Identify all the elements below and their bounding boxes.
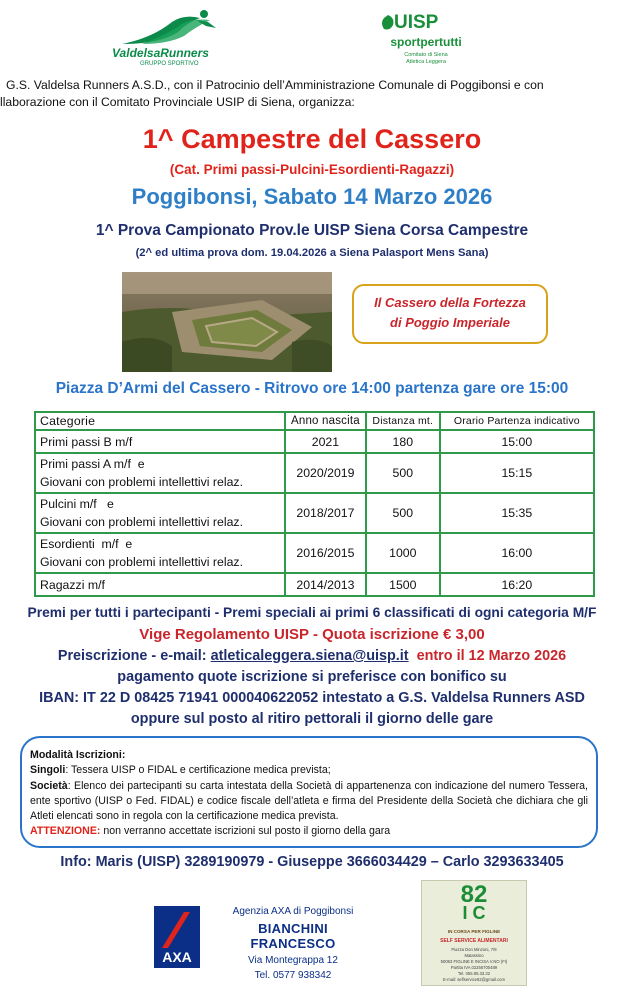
row-time: 16:20 [440,573,594,596]
row-distance: 500 [366,453,440,493]
axa-agency-info [218,906,368,981]
row-distance: 1500 [366,573,440,596]
row-distance: 180 [366,430,440,453]
uisp-logo [378,12,474,74]
valdelsa-logo-text: ValdelsaRunners [112,46,209,60]
attention-paragraph [30,824,588,839]
table-row [35,493,594,533]
payment-line: pagamento quote iscrizione si preferisce con bonifico su [117,669,507,685]
row-category [35,573,285,596]
store-letters: I C [462,903,486,923]
callout-line-2: di Poggio Imperiale [390,315,510,330]
row-category [35,453,285,493]
row-year: 2018/2017 [285,493,366,533]
category-label: Primi passi A m/f e [40,457,145,471]
uisp-logo-name: UISP [394,12,439,33]
row-distance: 500 [366,493,440,533]
second-race-line: (2^ ed ultima prova dom. 19.04.2026 a Siena Palasport Mens Sana) [135,247,489,259]
cassero-photo [122,272,332,372]
axa-agency: Agenzia AXA di Poggibonsi [232,906,354,917]
uisp-small-2: Atletica Leggera [406,59,446,65]
event-title: 1^ Campestre del Cassero [142,124,482,154]
header-distanza: Distanza mt. [366,412,440,430]
category-label: Primi passi B m/f [40,434,133,449]
store-tagline: IN CORSA PER FIGLINE [447,929,501,934]
callout-line-1: Il Cassero della Fortezza [374,295,526,310]
row-category [35,533,285,573]
runner-icon [112,8,224,48]
schedule-table [34,411,595,597]
row-time: 15:00 [440,430,594,453]
championship-line: 1^ Prova Campionato Prov.le UISP Siena Corsa Campestre [95,222,529,239]
alternative-payment-line: oppure sul posto al ritiro pettorali il giorno delle gare [130,711,494,727]
uisp-small-1: Comitato di Siena [404,52,448,58]
row-time: 15:15 [440,453,594,493]
row-time: 15:35 [440,493,594,533]
store-addr-6: E-mail: selfservice82@gmail.com [443,977,505,982]
axa-brand-text: AXA [162,949,192,965]
fortress-aerial-image [122,272,332,372]
table-header-row [35,412,594,430]
singoli-paragraph [30,763,588,778]
venue-line: Piazza D’Armi del Cassero - Ritrovo ore 14:00 partenza gare ore 15:00 [55,380,569,397]
registration-email-link[interactable]: atleticaleggera.siena@uisp.it [210,648,409,664]
singoli-label: Singoli [30,764,66,777]
header-categorie: Categorie [35,412,285,430]
store-addr-2: Matassino [464,953,484,958]
table-row [35,533,594,573]
attention-label: ATTENZIONE: [30,825,101,838]
category-note: Giovani con problemi intellettivi relaz. [40,555,243,569]
axa-slash-icon [154,906,200,968]
intro-text [0,77,624,111]
axa-phone: Tel. 0577 938342 [254,970,332,981]
valdelsa-logo-sub: GRUPPO SPORTIVO [140,61,199,67]
table-row [35,573,594,596]
uisp-logo-small [378,52,474,66]
info-contacts: Info: Maris (UISP) 3289190979 - Giuseppe 3666034429 – Carlo 3293633405 [60,854,564,870]
store-type: SELF SERVICE ALIMENTARI [440,938,508,944]
row-time: 16:00 [440,533,594,573]
header-orario: Orario Partenza indicativo [440,412,594,430]
societa-label: Società [30,779,68,792]
row-distance: 1000 [366,533,440,573]
store-addr-1: Piazza Don Minzoni, 7/8 [451,947,497,952]
row-year: 2021 [285,430,366,453]
preregistration-line [0,648,624,664]
store-number: 82 [460,881,488,908]
preregistration-prefix: Preiscrizione - e-mail: [57,648,211,664]
intro-line-1: G.S. Valdelsa Runners A.S.D., con il Patrocinio dell’Amministrazione Comunale di Poggibonsi e con [6,78,544,92]
event-categories: (Cat. Primi passi-Pulcini-Esordienti-Ragazzi) [169,162,455,177]
category-label: Pulcini m/f e [40,497,114,511]
store-addr-4: Partita IVA 02256700489 [450,965,498,970]
societa-text: : Elenco dei partecipanti su carta intestata della Società di appartenenza con indicazione del numero Tessera, ente sportivo (UISP o Fed. FIDAL) e codice fiscale dell’atleta e firma del Presidente della Società che dichiara che gli Atleti elencati sono in regola con la certificazione medica prevista. [30,779,588,823]
row-year: 2016/2015 [285,533,366,573]
row-year: 2014/2013 [285,573,366,596]
valdelsa-runners-logo [112,8,224,70]
category-note: Giovani con problemi intellettivi relaz. [40,475,243,489]
header-anno: Anno nascita [285,412,366,430]
modalities-heading: Modalità Iscrizioni: [30,749,126,761]
category-label: Ragazzi m/f [40,577,105,592]
attention-text: non verranno accettate iscrizioni sul posto il giorno della gara [100,825,391,838]
axa-address: Via Montegrappa 12 [248,955,338,966]
cassero-callout [352,284,548,344]
row-year: 2020/2019 [285,453,366,493]
store-82-logo [421,880,527,986]
axa-agent-name: BIANCHINI FRANCESCO [250,921,336,951]
category-label: Esordienti m/f e [40,537,133,551]
store-addr-5: Tel. 055.95.33.32 [457,971,491,976]
table-row [35,430,594,453]
singoli-text: : Tessera UISP o FIDAL e certificazione medica prevista; [65,764,331,777]
store-address [422,947,526,983]
uisp-logo-tagline: sportpertutti [390,35,462,49]
row-category [35,430,285,453]
event-date: Poggibonsi, Sabato 14 Marzo 2026 [131,184,493,209]
registration-modalities-box [20,736,598,848]
intro-line-2: llaborazione con il Comitato Provinciale USIP di Siena, organizza: [0,95,355,109]
row-category [35,493,285,533]
regulation-line: Vige Regolamento UISP - Quota iscrizione € 3,00 [139,626,485,643]
axa-logo [154,906,200,968]
table-row [35,453,594,493]
iban-line: IBAN: IT 22 D 08425 71941 000040622052 intestato a G.S. Valdelsa Runners ASD [39,690,585,706]
category-note: Giovani con problemi intellettivi relaz. [40,515,243,529]
registration-deadline: entro il 12 Marzo 2026 [408,648,567,664]
societa-paragraph [30,779,588,825]
prizes-line: Premi per tutti i partecipanti - Premi speciali ai primi 6 classificati di ogni categoria M/F [27,605,597,620]
store-addr-3: 50063 FIGLINE E INCISA V.NO (FI) [440,959,508,964]
